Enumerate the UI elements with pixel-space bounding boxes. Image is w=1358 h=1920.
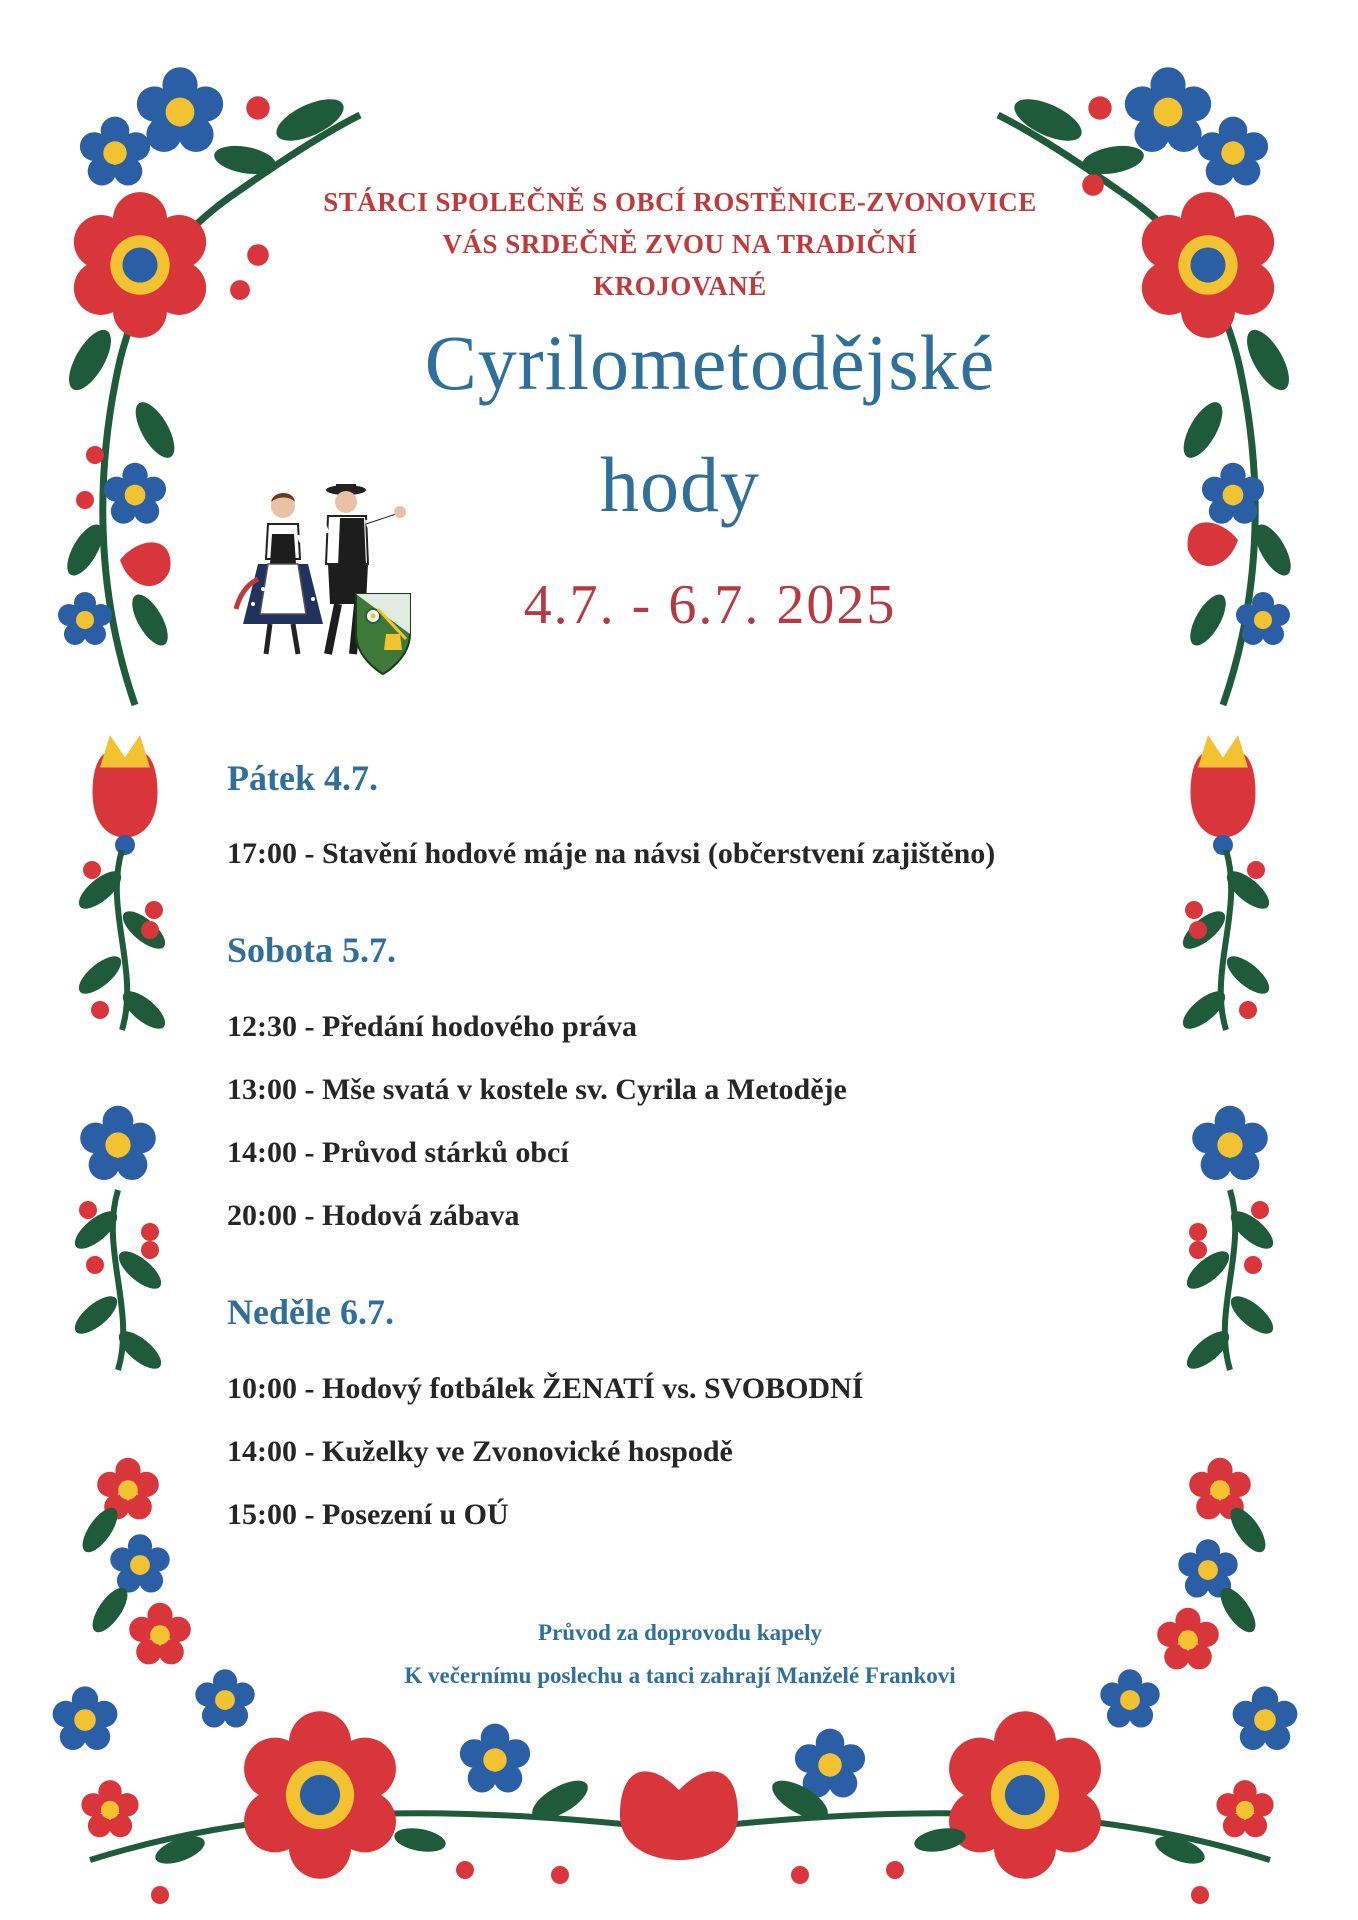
schedule-item: 10:00 - Hodový fotbálek ŽENATÍ vs. SVOBODNÍ bbox=[227, 1372, 864, 1405]
invitation-line-3: KROJOVANÉ bbox=[593, 271, 767, 301]
event-title-line-1: Cyrilometodějské bbox=[424, 319, 996, 406]
event-title-line-2: hody bbox=[600, 441, 760, 528]
schedule-item: 20:00 - Hodová zábava bbox=[227, 1199, 520, 1232]
procession-note: Průvod za doprovodu kapely bbox=[538, 1620, 822, 1645]
bottom-ornament bbox=[53, 1669, 1298, 1904]
left-side-ornament bbox=[69, 735, 191, 1664]
right-side-ornament bbox=[1157, 735, 1279, 1669]
music-note: K večernímu poslechu a tanci zahrají Manželé Frankovi bbox=[404, 1663, 956, 1688]
day-heading-saturday: Sobota 5.7. bbox=[227, 930, 397, 970]
schedule-item: 14:00 - Průvod stárků obcí bbox=[227, 1136, 569, 1169]
schedule-item: 17:00 - Stavění hodové máje na návsi (občerstvení zajištěno) bbox=[227, 837, 996, 870]
schedule-item: 14:00 - Kuželky ve Zvonovické hospodě bbox=[227, 1435, 733, 1468]
schedule-item: 13:00 - Mše svatá v kostele sv. Cyrila a Metoděje bbox=[227, 1073, 847, 1106]
invitation-line-2: VÁS SRDEČNĚ ZVOU NA TRADIČNÍ bbox=[442, 229, 918, 259]
folk-dancers-illustration bbox=[228, 484, 428, 684]
day-heading-friday: Pátek 4.7. bbox=[227, 758, 378, 798]
invitation-line-1: STÁRCI SPOLEČNĚ S OBCÍ ROSTĚNICE-ZVONOVICE bbox=[323, 187, 1037, 217]
event-date-range: 4.7. - 6.7. 2025 bbox=[523, 574, 897, 636]
schedule-item: 15:00 - Posezení u OÚ bbox=[227, 1498, 509, 1531]
schedule-item: 12:30 - Předání hodového práva bbox=[227, 1010, 638, 1043]
day-heading-sunday: Neděle 6.7. bbox=[227, 1292, 394, 1332]
